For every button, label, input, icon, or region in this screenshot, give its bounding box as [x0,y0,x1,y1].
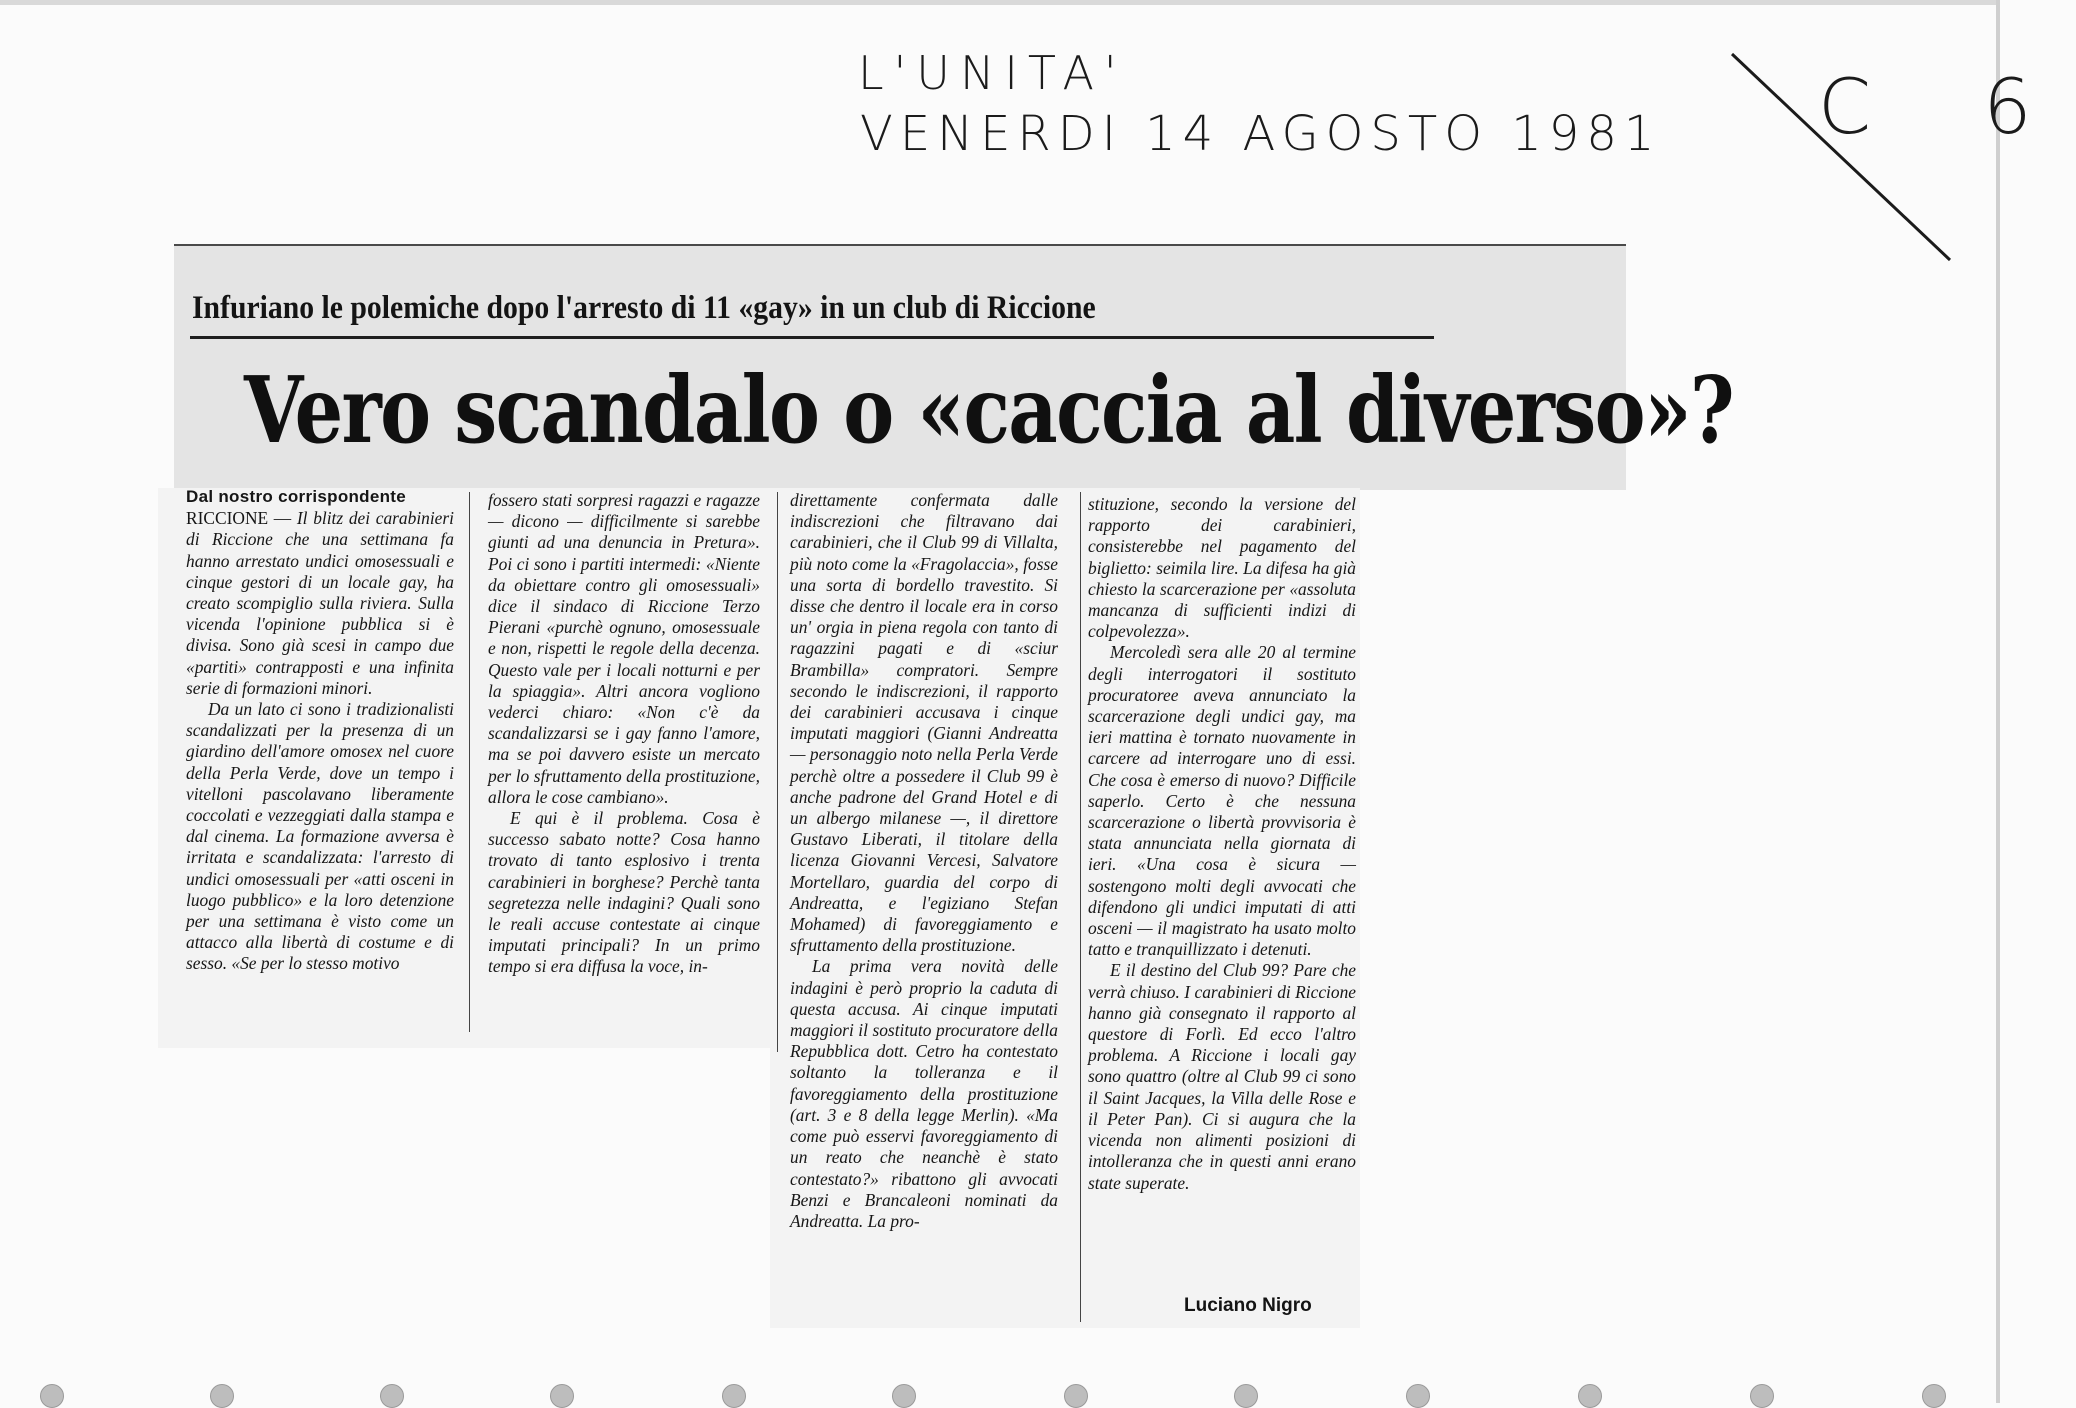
column-rule-3 [1080,492,1081,1322]
paragraph: E qui è il problema. Cosa è successo sabato notte? Cosa hanno trovato di tanto esplosivo i trenta carabinieri in borghese? Perchè tanta segretezza nelle indagini? Quali sono le reali accuse contestate ai cinque imputati principali? In un primo tempo si era diffusa la voce, in- [488,808,760,977]
handwritten-archive-code: C 6 [1818,62,2076,151]
paragraph: E il destino del Club 99? Pare che verrà chiuso. I carabinieri di Riccione hanno già consegnato il rapporto al questore di Forlì. Ed ecco l'altro problema. A Riccione i locali gay sono quattro (oltre al Club 99 ci sono il Saint Jacques, la Villa delle Rose e il Peter Pan). Ci si augura che la vicenda non alimenti posizioni di intolleranza che in questi anni erano state superate. [1088,960,1356,1193]
punch-hole [892,1384,916,1408]
article-column-2 [488,490,760,978]
punch-hole [1234,1384,1258,1408]
punch-hole [1922,1384,1946,1408]
paragraph: fossero stati sorpresi ragazzi e ragazze — dicono — difficilmente si sarebbe giunti ad una denuncia in Pretura». Poi ci sono i partiti intermedi: «Niente da obiettare contro gli omosessuali» dice il sindaco di Riccione Terzo Pierani «purchè ognuno, omosessuale e non, rispetti le regole della decenza. Questo vale per i locali notturni e per la spiaggia». Altri ancora vogliono vederci chiaro: «Non c'è da scandalizzarsi se i gay fanno l'amore, ma se poi davvero esiste un mercato per lo sfruttamento della prostituzione, allora le cose cambiano». [488,490,760,807]
article-column-3 [790,490,1058,1232]
paragraph [186,508,454,699]
paragraph-text: Il blitz dei carabinieri di Riccione che una settimana fa hanno arrestato undici omosessuali e cinque gestori di un locale gay, ha creato scompiglio sulla riviera. Sulla vicenda l'opinione pubblica si è divisa. Sono già scesi in campo due «partiti» contrapposti e una infinita serie di formazioni minori. [186,508,454,698]
punch-hole [550,1384,574,1408]
column-rule-2 [777,492,778,1052]
punch-hole [210,1384,234,1408]
paragraph: Da un lato ci sono i tradizionalisti scandalizzati per la presenza di un giardino dell'amore omosex nel cuore della Perla Verde, dove un tempo i vitelloni pascolavano liberamente coccolati e vezzeggiati dalla stampa e dal cinema. La formazione avversa è irritata e scandalizzata: l'arresto di undici omosessuali per «atti osceni in luogo pubblico» e la loro detenzione per una settimana è visto come un attacco alla libertà di costume e di sesso. «Se per lo stesso motivo [186,699,454,974]
scan-top-edge [0,0,2000,5]
article-headline: Vero scandalo o «caccia al diverso»? [244,356,1733,464]
paragraph: La prima vera novità delle indagini è però proprio la caduta di questa accusa. Ai cinque imputati maggiori il sostituto procuratore della Repubblica dott. Cetro ha contestato soltanto la tolleranza e il favoreggiamento della prostituzione (art. 3 e 8 della legge Merlin). «Ma come può esservi favoreggiamento di un reato che neanchè è stato contestato?» ribattono gli avvocati Benzi e Brancaleoni nominati da Andreatta. La pro- [790,956,1058,1231]
column-rule-1 [469,492,470,1032]
article-column-1 [186,486,454,975]
kicker-underline [190,336,1434,339]
punch-hole [722,1384,746,1408]
punch-hole [1578,1384,1602,1408]
correspondent-byline: Dal nostro corrispondente [186,487,407,506]
paragraph: Mercoledì sera alle 20 al termine degli interrogatori il sostituto procuratoree aveva annunciato la scarcerazione degli undici gay, ma ieri mattina è tornato nuovamente in carcere ad interrogare uno di essi. Che cosa è emerso di nuovo? Difficile saperlo. Certo è che nessuna scarcerazione o libertà provvisoria è stata annunciata nella giornata di ieri. «Una cosa è sicura — sostengono molti degli avvocati che difendono gli undici imputati di atti osceni — il magistrato ha usato molto tatto e tranquillizzato i detenuti. [1088,642,1356,960]
scan-right-edge [1996,0,2000,1403]
punch-hole [1064,1384,1088,1408]
punch-hole [40,1384,64,1408]
handwritten-newspaper-name: L'UNITA' [858,46,1127,100]
handwritten-date: VENERDI 14 AGOSTO 1981 [860,106,1662,162]
punch-hole [1750,1384,1774,1408]
dateline: RICCIONE — [186,508,292,529]
paragraph: stituzione, secondo la versione del rapporto dei carabinieri, consisterebbe nel pagamento del biglietto: seimila lire. La difesa ha già chiesto la scarcerazione per «assoluta mancanza di sufficienti indizi di colpevolezza». [1088,494,1356,642]
article-column-4 [1088,494,1356,1194]
article-kicker: Infuriano le polemiche dopo l'arresto di 11 «gay» in un club di Riccione [192,290,1096,326]
punch-hole [1406,1384,1430,1408]
punch-hole [380,1384,404,1408]
binder-holes [0,1380,2000,1403]
paragraph: direttamente confermata dalle indiscrezioni che filtravano dai carabinieri, che il Club 99 di Villalta, più noto come la «Fragolaccia», fosse una sorta di bordello travestito. Si disse che dentro il locale era in corso un' orgia in piena regola con tanto di ragazzini pagati e di «sciur Brambilla» compratori. Sempre secondo le indiscrezioni, il rapporto dei carabinieri accusava i cinque imputati maggiori (Gianni Andreatta — personaggio noto nella Perla Verde perchè oltre a possedere il Club 99 è anche padrone del Grand Hotel e di un albergo milanese —, il direttore Gustavo Liberati, il titolare della licenza Giovanni Vercesi, Salvatore Mortellaro, guardia del corpo di Andreatta, e l'egiziano Stefan Mohamed) di favoreggiamento e sfruttamento della prostituzione. [790,490,1058,956]
author-signature: Luciano Nigro [1184,1295,1312,1316]
